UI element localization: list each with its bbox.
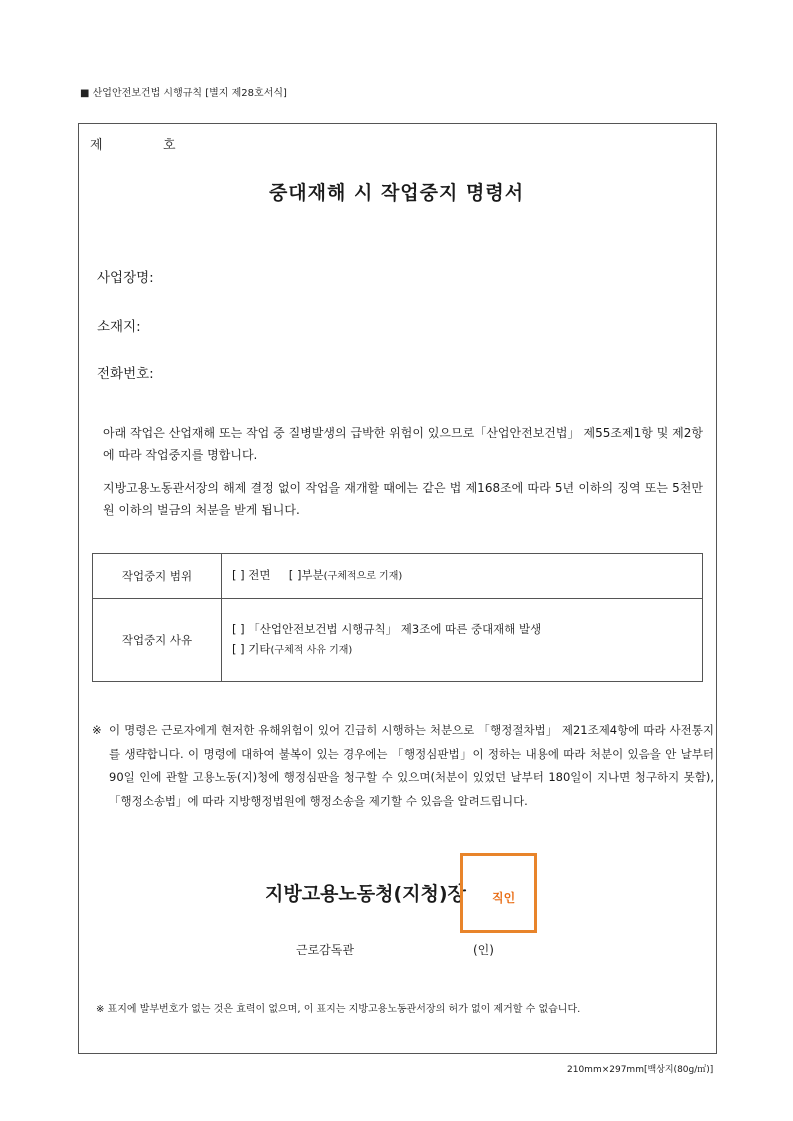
issuer-title: 지방고용노동청(지청)장 xyxy=(265,883,466,905)
workplace-name-field: 사업장명: xyxy=(97,270,154,286)
notice-text: 이 명령은 근로자에게 현저한 유해위험이 있어 긴급히 시행하는 처분으로 「행정절차법」 제21조제4항에 따라 사전통지를 생략합니다. 이 명령에 대하여 불복이 있는 경우에는 「행정심판법」이 정하는 내용에 따라 처분이 있음을 안 날부터 90일 인에 관할 고용노동(지)청에 행정심판을 청구할 수 있으며(처분이 있었던 날부터 180일이 지나면 청구하지 못함), 「행정소송법」에 따라 지방행정법원에 행정소송을 제기할 수 있음을 알려드립니다. xyxy=(109,723,714,808)
order-paragraph: 아래 작업은 산업재해 또는 작업 중 질병발생의 급박한 위험이 있으므로「산업안전보건법」 제55조제1항 및 제2항에 따라 작업중지를 명합니다. xyxy=(103,426,703,462)
reason-other-note: (구체적 사유 기재) xyxy=(270,644,353,656)
document-number-suffix: 호 xyxy=(163,138,176,153)
form-number-label: ■ 산업안전보건법 시행규칙 [별지 제28호서식] xyxy=(80,88,287,99)
table-row xyxy=(93,598,703,681)
order-table xyxy=(92,553,703,682)
reason-option-accident: [ ] 「산업안전보건법 시행규칙」 제3조에 따른 중대재해 발생 xyxy=(232,621,542,636)
penalty-paragraph: 지방고용노동관서장의 해제 결정 없이 작업을 재개할 때에는 같은 법 제168조에 따라 5년 이하의 징역 또는 5천만원 이하의 벌금의 처분을 받게 됩니다. xyxy=(103,481,703,517)
phone-field: 전화번호: xyxy=(97,366,154,382)
labor-inspector-label: 근로감독관 xyxy=(296,943,354,957)
table-row xyxy=(93,554,703,599)
scope-full-option: [ ] 전면 xyxy=(232,567,271,582)
paper-spec: 210mm×297mm[백상지(80g/㎡)] xyxy=(567,1065,714,1075)
reason-value xyxy=(222,598,703,681)
reason-other-label: [ ] 기타 xyxy=(232,641,271,656)
seal-label: (인) xyxy=(473,943,494,957)
reason-header: 작업중지 사유 xyxy=(93,598,222,681)
notice-block xyxy=(92,719,714,813)
scope-partial-note: (구체적으로 기재) xyxy=(323,570,403,582)
notice-mark: ※ xyxy=(92,723,102,737)
official-stamp-label: 직인 xyxy=(492,891,516,905)
footnote: ※ 표지에 발부번호가 없는 것은 효력이 없으며, 이 표지는 지방고용노동관서장의 허가 없이 제거할 수 없습니다. xyxy=(96,1004,581,1015)
scope-partial-option: [ ]부분 xyxy=(288,567,324,582)
address-field: 소재지: xyxy=(97,319,141,335)
scope-header: 작업중지 범위 xyxy=(93,554,222,599)
document-number-label: 제 xyxy=(90,138,103,153)
reason-option-other xyxy=(232,639,702,661)
document-title: 중대재해 시 작업중지 명령서 xyxy=(268,182,525,204)
scope-value xyxy=(222,554,703,599)
